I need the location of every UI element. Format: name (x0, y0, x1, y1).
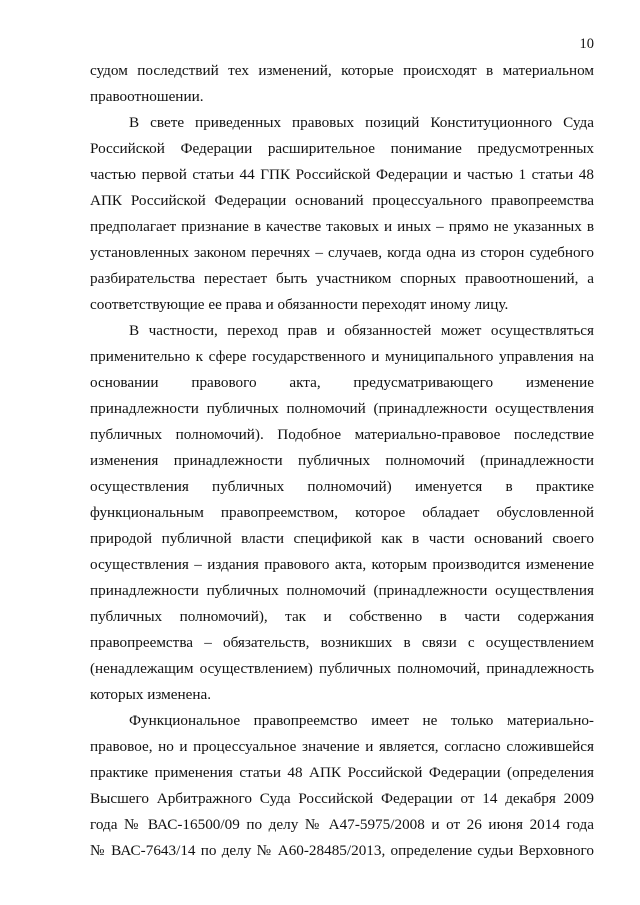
text-line: применительно к сфере государственного и муниципального управления на (90, 348, 594, 365)
text-line: В свете приведенных правовых позиций Конституционного Суда (129, 114, 594, 131)
text-line: правоотношении. (90, 88, 204, 105)
text-line: (ненадлежащим осуществлением) публичных полномочий, принадлежность (90, 660, 594, 677)
text-line: разбирательства перестает быть участником спорных правоотношений, а (90, 270, 594, 287)
text-line: осуществления публичных полномочий) именуется в практике (90, 478, 594, 495)
text-line: публичных полномочий). Подобное материально-правовое последствие (90, 426, 594, 443)
text-line: предполагает признание в качестве таковых и иных – прямо не указанных в (90, 218, 594, 235)
text-line: изменения принадлежности публичных полномочий (принадлежности (90, 452, 594, 469)
text-line: публичных полномочий), так и собственно в части содержания (90, 608, 594, 625)
text-line: правовое, но и процессуальное значение и является, согласно сложившейся (90, 738, 594, 755)
document-body (90, 58, 594, 864)
text-line: осуществления – издания правового акта, которым производится изменение (90, 556, 594, 573)
text-line: частью первой статьи 44 ГПК Российской Федерации и частью 1 статьи 48 (90, 166, 594, 183)
text-line: Российской Федерации расширительное понимание предусмотренных (90, 140, 594, 157)
text-line: которых изменена. (90, 686, 212, 703)
text-line: судом последствий тех изменений, которые происходят в материальном (90, 62, 594, 79)
paragraph (90, 110, 594, 318)
text-line: основании правового акта, предусматривающего изменение (90, 374, 594, 391)
text-line: № ВАС-7643/14 по делу № А60-28485/2013, определение судьи Верховного (90, 842, 594, 859)
text-line: практике применения статьи 48 АПК Российской Федерации (определения (90, 764, 594, 781)
paragraph (90, 318, 594, 708)
text-line: АПК Российской Федерации оснований процессуального правопреемства (90, 192, 594, 209)
text-line: функциональным правопреемством, которое обладает обусловленной (90, 504, 594, 521)
text-line: года № ВАС-16500/09 по делу № А47-5975/2008 и от 26 июня 2014 года (90, 816, 594, 833)
text-line: природой публичной власти спецификой как в части оснований своего (90, 530, 594, 547)
text-line: Высшего Арбитражного Суда Российской Федерации от 14 декабря 2009 (90, 790, 594, 807)
text-line: правопреемства – обязательств, возникших в связи с осуществлением (90, 634, 594, 651)
text-line: В частности, переход прав и обязанностей может осуществляться (129, 322, 594, 339)
text-line: принадлежности публичных полномочий (принадлежности осуществления (90, 582, 594, 599)
page-number: 10 (579, 36, 594, 52)
text-line: принадлежности публичных полномочий (принадлежности осуществления (90, 400, 594, 417)
paragraph (90, 58, 594, 110)
text-line: установленных законом перечнях – случаев, когда одна из сторон судебного (90, 244, 594, 261)
text-line: соответствующие ее права и обязанности переходят иному лицу. (90, 296, 509, 313)
text-line: Функциональное правопреемство имеет не только материально- (129, 712, 594, 729)
paragraph (90, 708, 594, 864)
